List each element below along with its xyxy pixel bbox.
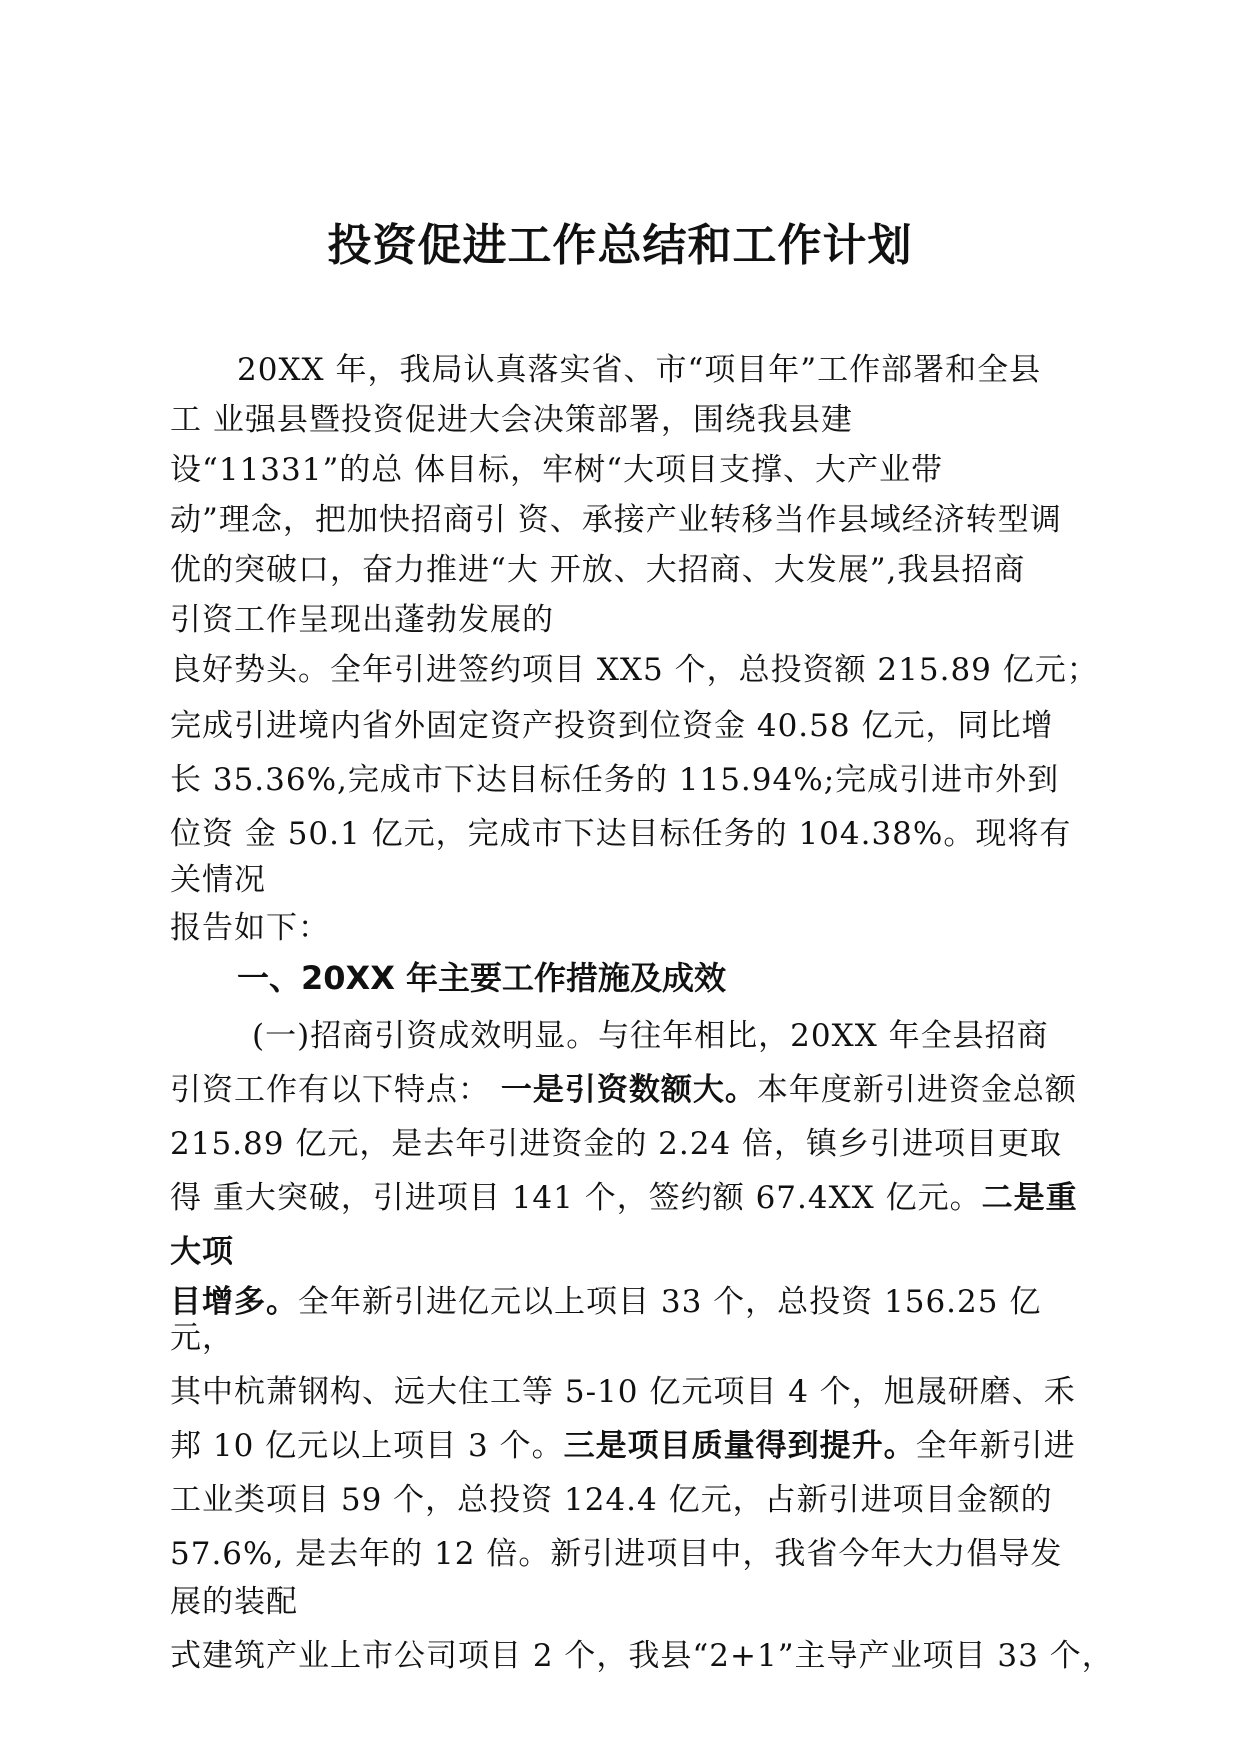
intro-line: 工 业强县暨投资促进大会决策部署，围绕我县建 (170, 402, 853, 438)
para-line (170, 1070, 1077, 1110)
para-line (170, 1426, 1076, 1466)
para-text: 全年新引进 (915, 1428, 1076, 1464)
para-line: 式建筑产业上市公司项目 2 个，我县“2+1”主导产业项目 33 个， (170, 1638, 1114, 1674)
document-title: 投资促进工作总结和工作计划 (327, 220, 913, 271)
intro-line: 设“11331”的总 体目标，牢树“大项目支撑、大产业带 (170, 452, 944, 488)
para-emphasis: 二是重 (981, 1180, 1078, 1216)
para-line: 工业类项目 59 个，总投资 124.4 亿元，占新引进项目金额的 (170, 1482, 1053, 1518)
intro-line: 报告如下： (170, 910, 330, 946)
intro-line: 动”理念，把加快招商引 资、承接产业转移当作县域经济转型调 (170, 502, 1062, 538)
para-text: 本年度新引进资金总额 (756, 1072, 1077, 1108)
para-line: (一)招商引资成效明显。与往年相比，20XX 年全县招商 (252, 1018, 1049, 1054)
para-emphasis: 大项 (170, 1234, 234, 1270)
para-line (170, 1178, 1078, 1218)
intro-line: 位资 金 50.1 亿元，完成市下达目标任务的 104.38%。现将有 (170, 816, 1072, 852)
para-line: 57.6%, 是去年的 12 倍。新引进项目中，我省今年大力倡导发 (170, 1536, 1063, 1572)
para-line (170, 1282, 1041, 1322)
para-line: 展的装配 (170, 1584, 298, 1620)
intro-line: 引资工作呈现出蓬勃发展的 (170, 602, 554, 638)
intro-line: 良好势头。全年引进签约项目 XX5 个，总投资额 215.89 亿元； (170, 652, 1099, 688)
para-text: 引资工作有以下特点： (170, 1072, 501, 1108)
section-heading: 一、20XX 年主要工作措施及成效 (237, 959, 727, 997)
intro-line: 完成引进境内省外固定资产投资到位资金 40.58 亿元，同比增 (170, 708, 1054, 744)
para-line: 其中杭萧钢构、远大住工等 5-10 亿元项目 4 个，旭晟研磨、禾 (170, 1374, 1076, 1410)
para-text: 邦 10 亿元以上项目 3 个。 (170, 1428, 564, 1464)
para-emphasis: 目增多。 (170, 1284, 298, 1320)
para-line: 元， (170, 1320, 234, 1356)
para-line: 215.89 亿元，是去年引进资金的 2.24 倍，镇乡引进项目更取 (170, 1126, 1063, 1162)
para-line (170, 1232, 234, 1272)
para-text: 得 重大突破，引进项目 141 个，签约额 67.4XX 亿元。 (170, 1180, 982, 1216)
intro-line: 长 35.36%,完成市下达目标任务的 115.94%;完成引进市外到 (170, 762, 1060, 798)
para-emphasis: 三是项目质量得到提升。 (563, 1428, 916, 1464)
intro-line: 优的突破口，奋力推进“大 开放、大招商、大发展”,我县招商 (170, 552, 1026, 588)
para-text: 全年新引进亿元以上项目 33 个，总投资 156.25 亿 (298, 1284, 1042, 1320)
intro-line: 20XX 年，我局认真落实省、市“项目年”工作部署和全县 (237, 352, 1042, 388)
para-emphasis: 一是引资数额大。 (500, 1072, 757, 1108)
intro-line: 关情况 (170, 862, 266, 898)
